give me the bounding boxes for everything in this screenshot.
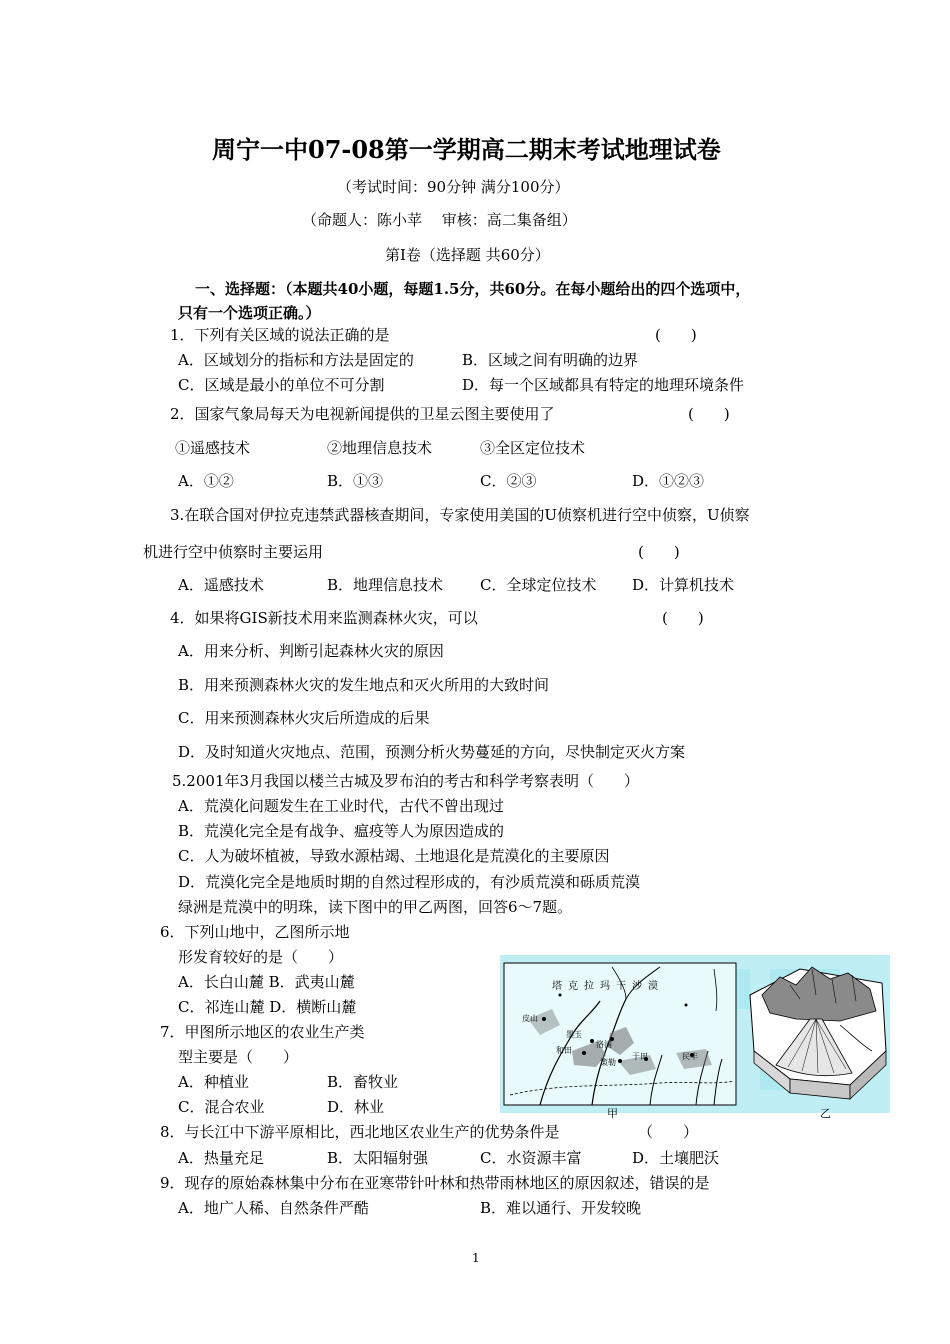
- q8-option-a: A．热量充足: [178, 1149, 264, 1167]
- page-number: 1: [472, 1251, 480, 1265]
- map-title-label: 塔克拉玛干沙漠: [552, 981, 664, 992]
- place-minfeng: 民丰: [682, 1052, 698, 1061]
- q2-item-3: ③全区定位技术: [480, 439, 586, 457]
- q3-option-b: B．地理信息技术: [327, 576, 444, 594]
- q1-option-d: D．每一个区域都具有特定的地理环境条件: [462, 376, 745, 394]
- map-jia: [504, 963, 736, 1105]
- authors: （命题人：陈小苹 审核：高二集备组）: [302, 211, 577, 229]
- place-pishan: 皮山: [522, 1014, 538, 1023]
- q1-option-b: B．区域之间有明确的边界: [462, 351, 639, 369]
- q7-stem-line1: 7．甲图所示地区的农业生产类: [160, 1023, 365, 1041]
- q8-option-b: B．太阳辐射强: [327, 1149, 429, 1167]
- q7-option-d: D．林业: [327, 1098, 385, 1116]
- q1-answer-paren: ( ): [655, 326, 697, 344]
- q3-stem-line2: 机进行空中侦察时主要运用: [143, 543, 324, 561]
- q9-option-a: A．地广人稀、自然条件严酷: [178, 1199, 369, 1217]
- page-title: 周宁一中07-08第一学期高二期末考试地理试卷: [212, 135, 721, 164]
- q6-stem-line2: 形发育较好的是（ ）: [178, 948, 344, 966]
- place-hetian: 和田: [556, 1046, 572, 1055]
- q7-option-b: B．畜牧业: [327, 1073, 399, 1091]
- place-moyu: 墨玉: [566, 1030, 582, 1039]
- q5-option-b: B．荒漠化完全是有战争、瘟疫等人为原因造成的: [178, 822, 505, 840]
- q2-option-d: D．①②③: [632, 472, 705, 490]
- q4-option-d: D．及时知道火灾地点、范围，预测分析火势蔓延的方向，尽快制定灭火方案: [178, 743, 686, 761]
- q6-7-intro: 绿洲是荒漠中的明珠，读下图中的甲乙两图，回答6～7题。: [178, 898, 573, 916]
- q2-answer-paren: ( ): [688, 405, 730, 423]
- q9-stem: 9．现存的原始森林集中分布在亚寒带针叶林和热带雨林地区的原因叙述，错误的是: [160, 1174, 710, 1192]
- q4-answer-paren: ( ): [662, 609, 704, 627]
- q2-option-b: B．①③: [327, 472, 384, 490]
- q3-option-c: C．全球定位技术: [480, 576, 597, 594]
- q6-stem-line1: 6．下列山地中，乙图所示地: [160, 923, 350, 941]
- q2-option-a: A．①②: [178, 472, 234, 490]
- q6-options-cd: C．祁连山麓 D．横断山麓: [178, 998, 357, 1016]
- q8-answer-paren: （ ）: [638, 1123, 699, 1141]
- q1-option-a: A．区域划分的指标和方法是固定的: [178, 351, 414, 369]
- q5-option-c: C．人为破坏植被，导致水源枯竭、土地退化是荒漠化的主要原因: [178, 847, 610, 865]
- q5-option-a: A．荒漠化问题发生在工业时代，古代不曾出现过: [178, 797, 504, 815]
- q4-option-a: A．用来分析、判断引起森林火灾的原因: [178, 642, 444, 660]
- q4-stem: 4．如果将GIS新技术用来监测森林火灾，可以: [170, 609, 478, 627]
- section-heading: 第Ⅰ卷（选择题 共60分）: [385, 246, 550, 264]
- q8-option-c: C．水资源丰富: [480, 1149, 582, 1167]
- q3-stem-line1: 3.在联合国对伊拉克违禁武器核查期间，专家使用美国的U侦察机进行空中侦察，U侦察: [170, 506, 750, 524]
- q1-stem: 1．下列有关区域的说法正确的是: [170, 326, 390, 344]
- q8-option-d: D．土壤肥沃: [632, 1149, 720, 1167]
- place-cele: 策勒: [600, 1058, 616, 1067]
- instructions-line2: 只有一个选项正确。）: [178, 304, 321, 322]
- q7-option-c: C．混合农业: [178, 1098, 265, 1116]
- q3-answer-paren: ( ): [638, 543, 680, 561]
- q5-option-d: D．荒漠化完全是地质时期的自然过程形成的，有沙质荒漠和砾质荒漠: [178, 873, 641, 891]
- q1-option-c: C．区域是最小的单位不可分割: [178, 376, 385, 394]
- exam-info: （考试时间：90分钟 满分100分）: [337, 178, 570, 196]
- figure-jia-yi: [500, 955, 890, 1120]
- q9-option-b: B．难以通行、开发较晚: [480, 1199, 642, 1217]
- q7-stem-line2: 型主要是（ ）: [178, 1048, 299, 1066]
- figure-label-yi: 乙: [820, 1107, 831, 1120]
- q7-option-a: A．种植业: [178, 1073, 249, 1091]
- place-yutian: 于田: [632, 1052, 648, 1061]
- q2-option-c: C．②③: [480, 472, 537, 490]
- q2-item-1: ①遥感技术: [175, 439, 251, 457]
- q4-option-b: B．用来预测森林火灾的发生地点和灭火所用的大致时间: [178, 676, 550, 694]
- instructions-line1: 一、选择题：（本题共40小题，每题1.5分，共60分。在每小题给出的四个选项中，: [195, 280, 751, 298]
- q4-option-c: C．用来预测森林火灾后所造成的后果: [178, 709, 430, 727]
- q2-item-2: ②地理信息技术: [327, 439, 433, 457]
- q2-stem: 2．国家气象局每天为电视新闻提供的卫星云图主要使用了: [170, 405, 555, 423]
- q5-stem: 5.2001年3月我国以楼兰古城及罗布泊的考古和科学考察表明（ ）: [172, 772, 640, 790]
- figure-label-jia: 甲: [607, 1107, 618, 1120]
- place-luopu: 洛浦: [596, 1040, 612, 1049]
- q3-option-a: A．遥感技术: [178, 576, 264, 594]
- q8-stem: 8．与长江中下游平原相比，西北地区农业生产的优势条件是: [160, 1123, 560, 1141]
- q3-option-d: D．计算机技术: [632, 576, 735, 594]
- q6-options-ab: A．长白山麓 B．武夷山麓: [178, 973, 355, 991]
